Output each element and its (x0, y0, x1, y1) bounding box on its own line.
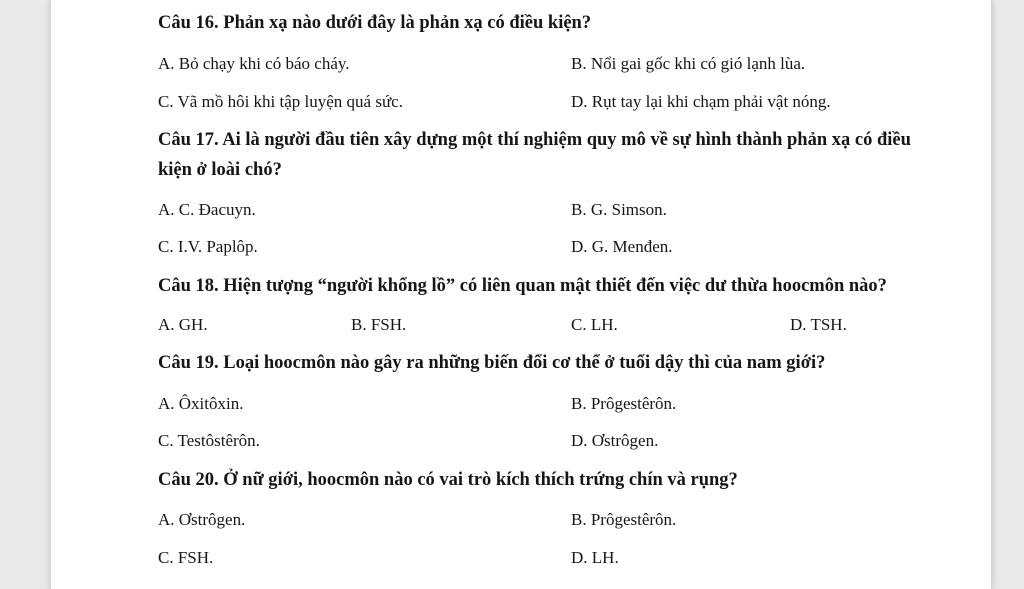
question-19-option-d: D. Ơstrôgen. (571, 431, 659, 450)
question-20-option-d: D. LH. (571, 548, 619, 567)
question-20-option-a: A. Ơstrôgen. (158, 510, 246, 529)
question-16-option-c: C. Vã mồ hôi khi tập luyện quá sức. (158, 92, 403, 111)
question-19-option-b: B. Prôgestêrôn. (571, 394, 677, 413)
question-16-option-b: B. Nổi gai gốc khi có gió lạnh lùa. (571, 54, 806, 73)
question-20-stem: Câu 20. Ở nữ giới, hoocmôn nào có vai trò kích thích trứng chín và rụng? (158, 470, 738, 490)
question-19-option-a: A. Ôxitôxin. (158, 394, 244, 413)
question-17-stem: Câu 17. Ai là người đầu tiên xây dựng một thí nghiệm quy mô về sự hình thành phản xạ có điều kiện ở loài chó? (158, 130, 911, 180)
question-17-option-a: A. C. Đacuyn. (158, 200, 256, 219)
question-18-option-d: D. TSH. (790, 315, 847, 334)
question-20-option-c: C. FSH. (158, 548, 214, 567)
question-20-option-b: B. Prôgestêrôn. (571, 510, 677, 529)
question-17-option-d: D. G. Menđen. (571, 237, 673, 256)
question-17-option-b: B. G. Simson. (571, 200, 667, 219)
question-16-option-a: A. Bỏ chạy khi có báo cháy. (158, 54, 350, 73)
question-18-option-c: C. LH. (571, 315, 618, 334)
question-18-stem: Câu 18. Hiện tượng “người khổng lồ” có liên quan mật thiết đến việc dư thừa hoocmôn nào? (158, 276, 887, 296)
question-17-option-c: C. I.V. Paplôp. (158, 237, 258, 256)
question-19-option-c: C. Testôstêrôn. (158, 431, 260, 450)
question-16-option-d: D. Rụt tay lại khi chạm phải vật nóng. (571, 92, 831, 111)
question-19-stem: Câu 19. Loại hoocmôn nào gây ra những biến đổi cơ thể ở tuổi dậy thì của nam giới? (158, 353, 826, 373)
question-18-option-a: A. GH. (158, 315, 208, 334)
question-16-stem: Câu 16. Phản xạ nào dưới đây là phản xạ có điều kiện? (158, 13, 592, 33)
question-18-option-b: B. FSH. (351, 315, 407, 334)
